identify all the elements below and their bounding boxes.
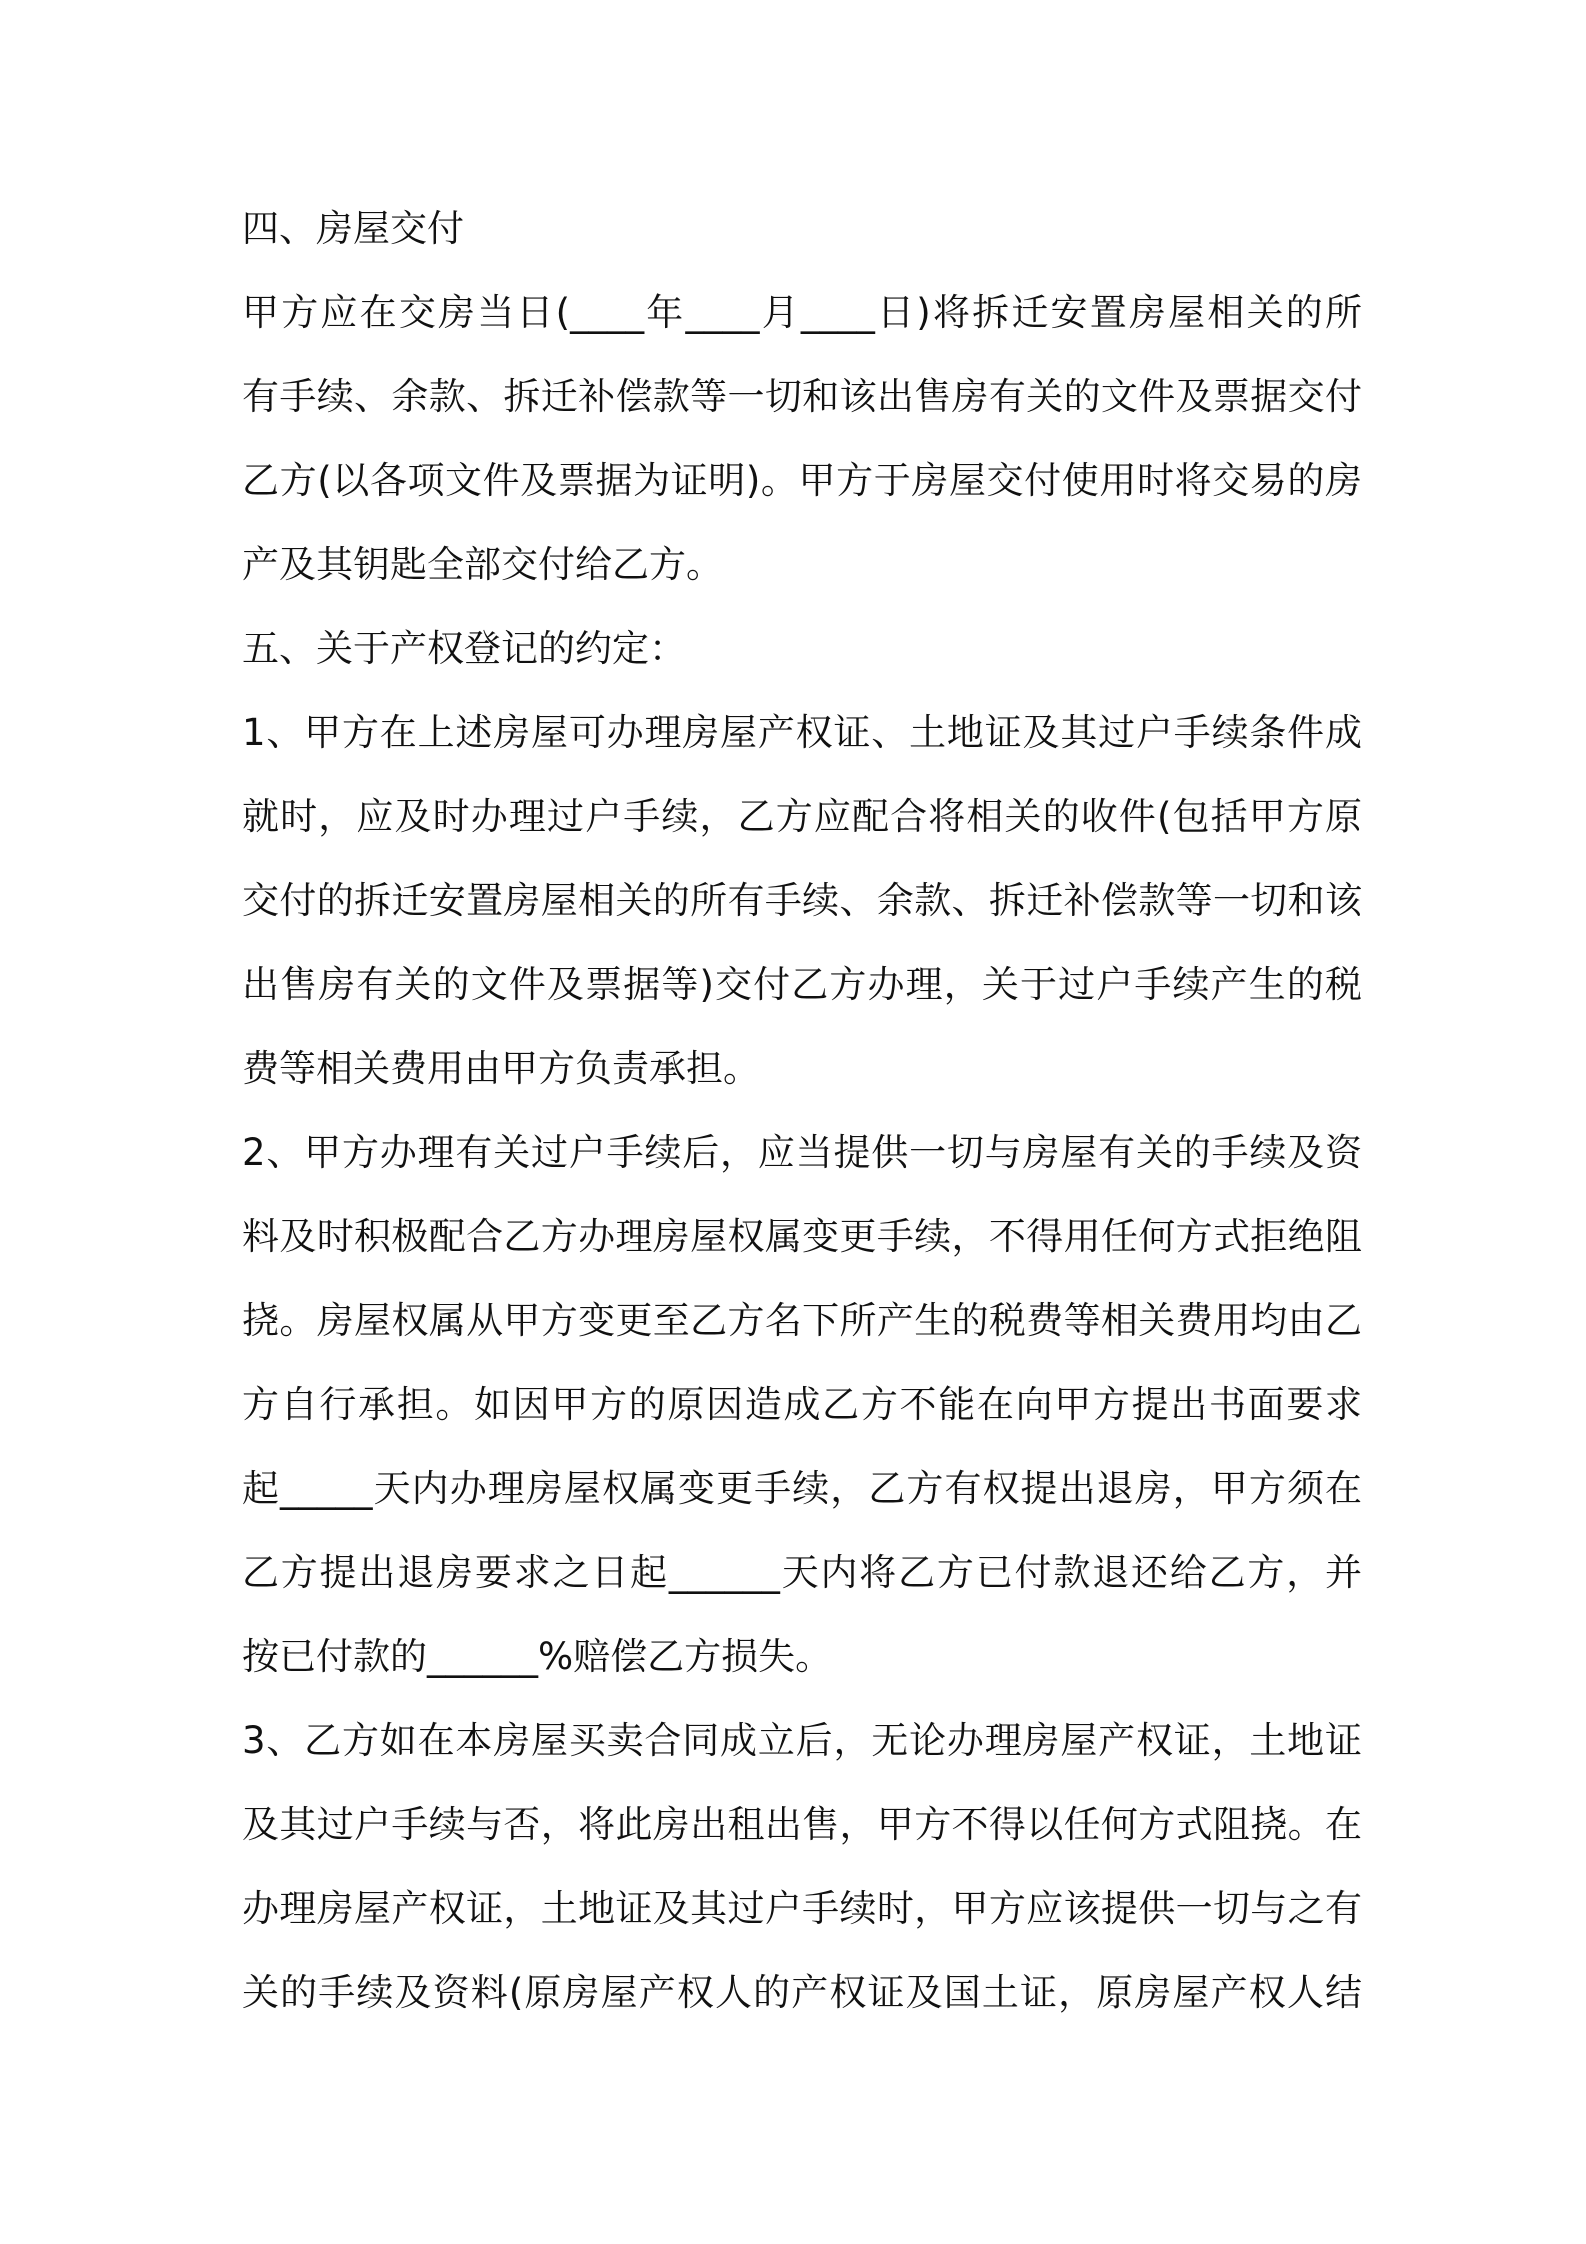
paragraph-line: 就时，应及时办理过户手续，乙方应配合将相关的收件(包括甲方原: [242, 795, 1362, 838]
paragraph-line: 乙方提出退房要求之日起______天内将乙方已付款退还给乙方，并: [242, 1551, 1362, 1594]
paragraph-line: 方自行承担。如因甲方的原因造成乙方不能在向甲方提出书面要求: [242, 1383, 1362, 1426]
paragraph-line: 交付的拆迁安置房屋相关的所有手续、余款、拆迁补偿款等一切和该: [242, 879, 1362, 922]
paragraph-line: 产及其钥匙全部交付给乙方。: [242, 543, 723, 586]
paragraph-line: 挠。房屋权属从甲方变更至乙方名下所产生的税费等相关费用均由乙: [242, 1299, 1362, 1342]
paragraph-line: 乙方(以各项文件及票据为证明)。甲方于房屋交付使用时将交易的房: [242, 459, 1362, 502]
section-heading-property-registration: 五、关于产权登记的约定：: [242, 627, 686, 670]
paragraph-line: 有手续、余款、拆迁补偿款等一切和该出售房有关的文件及票据交付: [242, 375, 1362, 418]
paragraph-line: 关的手续及资料(原房屋产权人的产权证及国土证，原房屋产权人结: [242, 1971, 1362, 2014]
paragraph-line: 出售房有关的文件及票据等)交付乙方办理，关于过户手续产生的税: [242, 963, 1362, 1006]
paragraph-line: 3、乙方如在本房屋买卖合同成立后，无论办理房屋产权证，土地证: [242, 1719, 1362, 1762]
paragraph-line: 2、甲方办理有关过户手续后，应当提供一切与房屋有关的手续及资: [242, 1131, 1362, 1174]
paragraph-line: 及其过户手续与否，将此房出租出售，甲方不得以任何方式阻挠。在: [242, 1803, 1362, 1846]
section-heading-house-delivery: 四、房屋交付: [242, 207, 464, 250]
paragraph-line: 费等相关费用由甲方负责承担。: [242, 1047, 760, 1090]
paragraph-line: 起_____天内办理房屋权属变更手续，乙方有权提出退房，甲方须在: [242, 1467, 1362, 1510]
paragraph-line: 1、甲方在上述房屋可办理房屋产权证、土地证及其过户手续条件成: [242, 711, 1362, 754]
paragraph-line: 按已付款的______%赔偿乙方损失。: [242, 1635, 833, 1678]
paragraph-line: 办理房屋产权证，土地证及其过户手续时，甲方应该提供一切与之有: [242, 1887, 1362, 1930]
paragraph-line: 料及时积极配合乙方办理房屋权属变更手续，不得用任何方式拒绝阻: [242, 1215, 1362, 1258]
paragraph-line: 甲方应在交房当日(____年____月____日)将拆迁安置房屋相关的所: [242, 291, 1362, 334]
